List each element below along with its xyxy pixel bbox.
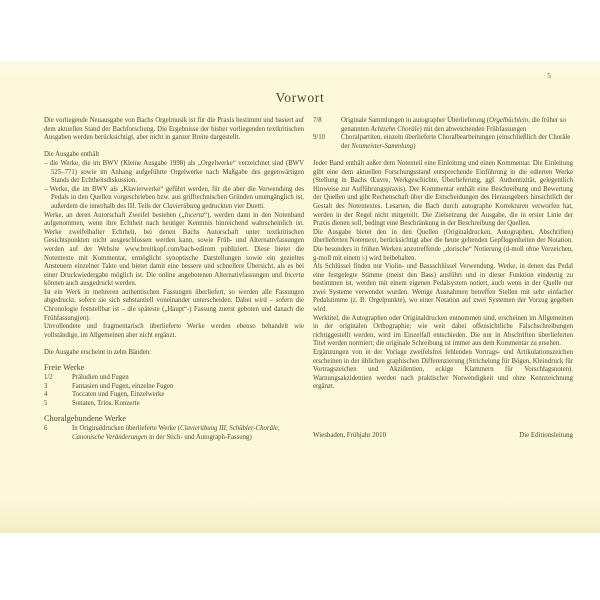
bullet-klavierwerke: – Werke, die im BWV als „Klavierwerke“ geführt werden, für die aber die Verwendung des Pedals in den Quellen vorgeschrieben bzw. aus grifftechnischen Gründen unumgänglich ist, außerdem die innerhalb des III. Teils der Clavierübung gedruckten vier Duetti. (44, 185, 304, 210)
right-column (313, 117, 573, 442)
band-row-9-10 (313, 134, 573, 151)
jeder-band-paragraph: Jeder Band enthält außer dem Notenteil eine Einleitung und einen Kommentar. Die Einleitung gibt eine dem aktuellen Forschungsstand entsprechende Einführung in die edierten Werke (Stellung in Bachs Œuvre, Werkgeschichte, Überlieferung, ggf. Authentizität, gelegentlich Hinweise zur Aufführungspraxis). Der Kommentar enthält eine Beschreibung und Bewertung der Quellen und gibt Rechenschaft über die Entscheidungen des Herausgebers hinsichtlich der Gestalt des Notentextes. Lesarten, die Bach durch autographe Korrekturen verworfen hat, werden in der Regel nicht mitgeteilt. Die Zielsetzung der Ausgabe, die in erster Linie der Praxis dienen soll, bedingt eine Beschränkung in der Beschreibung der Quellen. (313, 159, 573, 228)
left-column (44, 117, 304, 442)
band-number: 4 (44, 391, 48, 399)
band-title: Originale Sammlungen in autographer Überlieferung (Orgelbüchlein, die früher so genannten Achtzehn Choräle) mit den abweichenden Frühfassungen (341, 117, 566, 133)
notentext-paragraph: Die Ausgabe bietet den in den Quellen (Originaldrucken, Autographen, Abschriften) überlieferten Notentext, berücksichtigt aber die heute geltenden Gepflogenheiten der Notation. Die besonders in frühen Werken anzutreffende „dorische“ Notierung (d-moll ohne Vorzeichen, g-moll mit einem ♭) wird beibehalten. (313, 228, 573, 262)
unvollendete-paragraph: Unvollendete und fragmentarisch überlieferte Werke werden ebenso behandelt wie vollständige, im Allgemeinen aber nicht ergänzt. (44, 323, 304, 339)
bullet-orgelwerke: – die Werke, die im BWV (Kleine Ausgabe 1998) als „Orgelwerke“ verzeichnet sind (BWV 525–771) sowie im Anhang aufgeführte Orgelwerke nach Maßgabe des gegenwärtigen Stands der Echtheitsdiskussion. (44, 159, 304, 185)
band-row-7-8 (313, 117, 573, 134)
signature-line (313, 432, 573, 441)
signature-place-date: Wiesbaden, Frühjahr 2010 (313, 432, 387, 439)
fassungen-paragraph: Ist ein Werk in mehreren authentischen Fassungen überliefert, so werden alle Fassungen abgedruckt, sofern sie sich substantiell voneinander unterscheiden. Dabei wird – sofern die Chronologie feststellbar ist – die späteste („Haupt“-) Fassung zuerst geboten und danach die Frühfassung(en). (44, 288, 304, 322)
band-number: 6 (44, 425, 48, 432)
page-title: Vorwort (275, 90, 325, 105)
werktitel-paragraph: Werktitel, die Autographen oder Originaldrucken entnommen sind, erscheinen im Allgemeinen in der originalen Orthographie; wie weit dabei offensichtliche Falschschreibungen richtiggestellt werden, wird im Einzelfall entschieden. Die nur in Abschriften überlieferten Titel werden normiert; die originale Schreibung ist immer aus dem Kommentar zu ersehen. (313, 314, 573, 348)
band-title: Toccaten und Fugen, Einzelwerke (72, 391, 165, 399)
band-number: 5 (44, 399, 48, 407)
schluessel-paragraph: Als Schlüssel finden nur Violin- und Bassschlüssel Verwendung. Werke, in denen das Pedal eine festgelegte Stimme (meist den Bass) ausführt und in dieser Funktion eindeutig zu bestimmen ist, werden mit einem eigenen Pedalsystem notiert, auch wenn in der Quelle nur zwei Systeme verwendet wurden. Wenige Ausnahmen betreffen Stellen mit sehr einfacher Pedalstimme (z. B. Orgelpunkte), wo einer Notation auf zwei Systemen der Vorzug gegeben wird. (313, 263, 573, 314)
ausgabe-enthaelt-line: Die Ausgabe enthält (44, 151, 100, 159)
band-row-1-2 (44, 374, 304, 383)
heading-freie-werke: Freie Werke (44, 362, 85, 372)
band-number: 3 (44, 382, 48, 390)
signature-editors: Die Editionsleitung (519, 432, 573, 439)
incerta-paragraph: Werke, an deren Autorschaft Zweifel bestehen („Incerta“), werden dann in den Notenband aufgenommen, wenn ihre Echtheit nach heutiger Kenntnis hinreichend wahrscheinlich ist. Werke zweifelhafter Echtheit, bei denen Bachs Autorschaft unter textkritischen Gesichtspunkten nicht ausgeschlossen werden kann, sowie Früh- und Alternativfassungen werden auf der Website www.breitkopf.com/bach-edirom publiziert. Diese bietet die Notentexte mit Kommentar, ermöglicht synoptische Darstellungen sowie ein gezieltes Ansteuern einzelner Takte und bietet damit eine bessere und schnellere Übersicht, als es bei einer Druckwiedergabe möglich ist. Die online angebotenen Alternativfassungen und Incerta können auch ausgedruckt werden. (44, 211, 304, 288)
band-title: Präludien und Fugen (72, 374, 129, 382)
band-title: Fantasien und Fugen, einzelne Fugen (72, 382, 174, 390)
band-title: Sonaten, Trios, Konzerte (72, 399, 140, 407)
band-number: 9/10 (313, 134, 326, 142)
ergaenzungen-paragraph: Ergänzungen von in der Vorlage zweifelsfrei fehlenden Vortrags- und Artikulationszeichen erscheinen in der üblichen graphischen Differenzierung (Strichelung für Bögen, Kleindruck für Vortragszeichen und Akzidentien, eckige Klammern für Vorschlagsnoten). Warnungsakzidentien werden nach praktischer Notwendigkeit und ohne Kennzeichnung ergänzt. (313, 349, 573, 391)
band-row-4 (44, 391, 304, 400)
band-row-5 (44, 400, 304, 409)
page-sheet (0, 61, 600, 533)
band-title: In Originaldrucken überlieferte Werke (Clavierübung III, Schübler-Choräle, Canonische Veränderungen in der Stich- und Autograph-Fassung) (72, 425, 280, 441)
text-columns (44, 117, 573, 442)
heading-choralgebundene-werke: Choralgebundene Werke (44, 413, 126, 423)
band-row-6 (44, 425, 304, 442)
band-title: Choralpartiten, einzeln überlieferte Choralbearbeitungen (einschließlich der Choräle der Neumeister-Sammlung) (341, 134, 571, 150)
band-number: 7/8 (313, 117, 322, 124)
page-number: 5 (547, 71, 551, 80)
intro-paragraph: Die vorliegende Neuausgabe von Bachs Orgelmusik ist für die Praxis bestimmt und basiert auf dem aktuellen Stand der Bachforschung. Die Ergebnisse der bisher vorliegenden textkritischen Ausgaben werden berücksichtigt, aber nicht in ganzer Breite dargestellt. (44, 117, 304, 142)
band-number: 1/2 (44, 374, 53, 382)
band-row-3 (44, 383, 304, 392)
zehn-baende-line: Die Ausgabe erscheint in zehn Bänden: (44, 349, 152, 357)
